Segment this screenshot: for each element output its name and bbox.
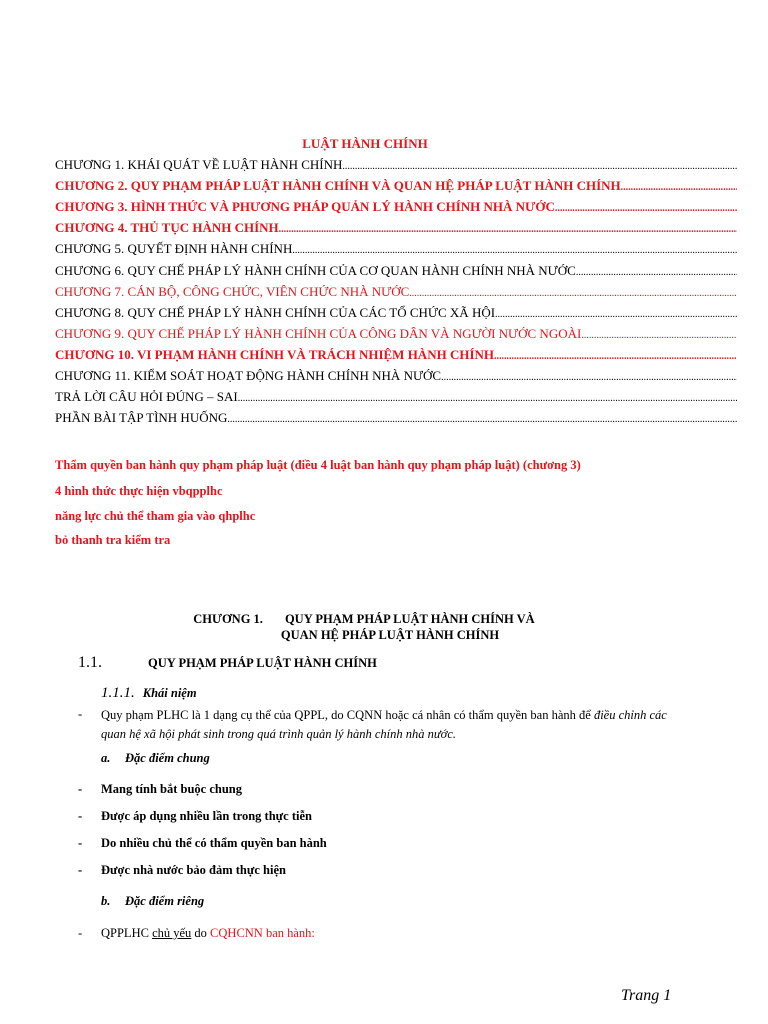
subsection-number: 1.1.1. bbox=[101, 685, 135, 701]
section-title: QUY PHẠM PHÁP LUẬT HÀNH CHÍNH bbox=[148, 656, 377, 670]
general-feature-text: Được nhà nước bảo đảm thực hiện bbox=[101, 863, 286, 877]
toc-leader-dots bbox=[494, 351, 737, 362]
general-feature-text: Do nhiều chủ thể có thẩm quyền ban hành bbox=[101, 836, 327, 850]
toc-item-label: CHƯƠNG 9. QUY CHẾ PHÁP LÝ HÀNH CHÍNH CỦA CÔNG DÂN VÀ NGƯỜI NƯỚC NGOÀI bbox=[55, 325, 582, 341]
section-number: 1.1. bbox=[78, 654, 102, 671]
chapter-heading-line2: QUAN HỆ PHÁP LUẬT HÀNH CHÍNH bbox=[280, 628, 500, 642]
definition-text-italic: điều chỉnh các quan hệ xã hội phát sinh trong quá trình quản lý hành chính nhà nước. bbox=[101, 708, 667, 741]
bullet-dash: - bbox=[78, 863, 83, 877]
toc-item[interactable] bbox=[55, 410, 737, 428]
specific-dash: - bbox=[78, 926, 83, 940]
toc-item[interactable] bbox=[55, 326, 737, 344]
specific-item bbox=[78, 926, 315, 941]
bullet-dash: - bbox=[78, 809, 83, 823]
section-heading bbox=[78, 654, 377, 672]
general-title: Đặc điểm chung bbox=[125, 751, 210, 765]
specific-prefix: QPPLHC bbox=[101, 926, 153, 940]
toc-leader-dots bbox=[621, 182, 737, 193]
toc-leader-dots bbox=[279, 224, 737, 235]
toc-item-label: CHƯƠNG 7. CÁN BỘ, CÔNG CHỨC, VIÊN CHỨC NHÀ NƯỚC bbox=[55, 283, 410, 299]
page-number: Trang 1 bbox=[621, 987, 672, 1004]
bullet-dash: - bbox=[78, 782, 83, 796]
specific-underlined: chủ yếu bbox=[152, 926, 192, 940]
toc-item[interactable] bbox=[55, 368, 737, 386]
toc-leader-dots bbox=[227, 414, 737, 425]
specific-letter: b. bbox=[101, 894, 111, 908]
toc-item-label: PHẦN BÀI TẬP TÌNH HUỐNG bbox=[55, 410, 228, 426]
specific-red-tail: CQHCNN ban hành: bbox=[210, 926, 315, 940]
toc-item[interactable] bbox=[55, 178, 737, 196]
general-feature-item bbox=[78, 836, 327, 851]
toc-leader-dots bbox=[495, 309, 737, 320]
toc-leader-dots bbox=[581, 330, 737, 341]
toc-item-label: CHƯƠNG 10. VI PHẠM HÀNH CHÍNH VÀ TRÁCH NHIỆM HÀNH CHÍNH bbox=[55, 346, 495, 362]
note-line: bỏ thanh tra kiểm tra bbox=[55, 533, 171, 547]
toc-leader-dots bbox=[576, 267, 737, 278]
toc-item[interactable] bbox=[55, 389, 737, 407]
toc-leader-dots bbox=[238, 393, 737, 404]
toc-item-label: CHƯƠNG 4. THỦ TỤC HÀNH CHÍNH bbox=[55, 220, 279, 236]
toc-item-label: TRẢ LỜI CÂU HỎI ĐÚNG – SAI bbox=[55, 389, 238, 405]
general-feature-text: Mang tính bắt buộc chung bbox=[101, 782, 243, 796]
toc-item-label: CHƯƠNG 1. KHÁI QUÁT VỀ LUẬT HÀNH CHÍNH bbox=[55, 157, 343, 172]
toc-item-label: CHƯƠNG 11. KIỂM SOÁT HOẠT ĐỘNG HÀNH CHÍNH NHÀ NƯỚC bbox=[55, 368, 442, 383]
toc-leader-dots bbox=[555, 203, 737, 214]
definition-dash: - bbox=[78, 707, 83, 721]
note-line: 4 hình thức thực hiện vbqpplhc bbox=[55, 484, 223, 498]
specific-features-heading bbox=[101, 894, 204, 909]
toc-item-label: CHƯƠNG 5. QUYẾT ĐỊNH HÀNH CHÍNH bbox=[55, 241, 293, 257]
toc-item[interactable] bbox=[55, 241, 737, 259]
toc-leader-dots bbox=[409, 288, 737, 299]
toc-item-label: CHƯƠNG 6. QUY CHẾ PHÁP LÝ HÀNH CHÍNH CỦA CƠ QUAN HÀNH CHÍNH NHÀ NƯỚC bbox=[55, 262, 576, 278]
chapter-title-line1: QUY PHẠM PHÁP LUẬT HÀNH CHÍNH VÀ bbox=[284, 612, 535, 626]
general-feature-text: Được áp dụng nhiều lần trong thực tiễn bbox=[101, 809, 312, 823]
toc-item-label: CHƯƠNG 2. QUY PHẠM PHÁP LUẬT HÀNH CHÍNH VÀ QUAN HỆ PHÁP LUẬT HÀNH CHÍNH bbox=[55, 178, 621, 194]
general-features-heading bbox=[101, 751, 210, 766]
note-line: Thẩm quyền ban hành quy phạm pháp luật (điều 4 luật ban hành quy phạm pháp luật) (chương 3) bbox=[55, 458, 581, 472]
general-feature-item bbox=[78, 809, 312, 824]
toc-item[interactable] bbox=[55, 347, 737, 365]
toc-item-label: CHƯƠNG 8. QUY CHẾ PHÁP LÝ HÀNH CHÍNH CỦA CÁC TỔ CHỨC XÃ HỘI bbox=[55, 304, 496, 320]
definition-paragraph bbox=[101, 706, 681, 744]
toc-leader-dots bbox=[292, 245, 737, 256]
toc-leader-dots bbox=[342, 161, 737, 172]
subsection-heading bbox=[101, 684, 197, 702]
general-feature-item bbox=[78, 863, 286, 878]
toc-item[interactable] bbox=[55, 220, 737, 238]
bullet-dash: - bbox=[78, 836, 83, 850]
chapter-heading-line1 bbox=[0, 612, 728, 627]
note-line: năng lực chủ thể tham gia vào qhplhc bbox=[55, 509, 256, 523]
subsection-title: Khái niệm bbox=[142, 686, 197, 700]
chapter-number: CHƯƠNG 1. bbox=[193, 612, 263, 626]
toc-item[interactable] bbox=[55, 157, 737, 175]
general-letter: a. bbox=[101, 751, 111, 765]
toc-title: LUẬT HÀNH CHÍNH bbox=[302, 136, 428, 151]
specific-middle: do bbox=[191, 926, 211, 940]
toc-item[interactable] bbox=[55, 263, 737, 281]
toc-item-label: CHƯƠNG 3. HÌNH THỨC VÀ PHƯƠNG PHÁP QUẢN LÝ HÀNH CHÍNH NHÀ NƯỚC bbox=[55, 199, 555, 215]
toc-item[interactable] bbox=[55, 284, 737, 302]
specific-title: Đặc điểm riêng bbox=[125, 894, 205, 908]
toc-leader-dots bbox=[441, 372, 737, 383]
general-feature-item bbox=[78, 782, 242, 797]
definition-text: Quy phạm PLHC là 1 dạng cụ thể của QPPL, do CQNN hoặc cá nhân có thẩm quyền ban hành để bbox=[101, 708, 594, 722]
toc-item[interactable] bbox=[55, 305, 737, 323]
toc-item[interactable] bbox=[55, 199, 737, 217]
